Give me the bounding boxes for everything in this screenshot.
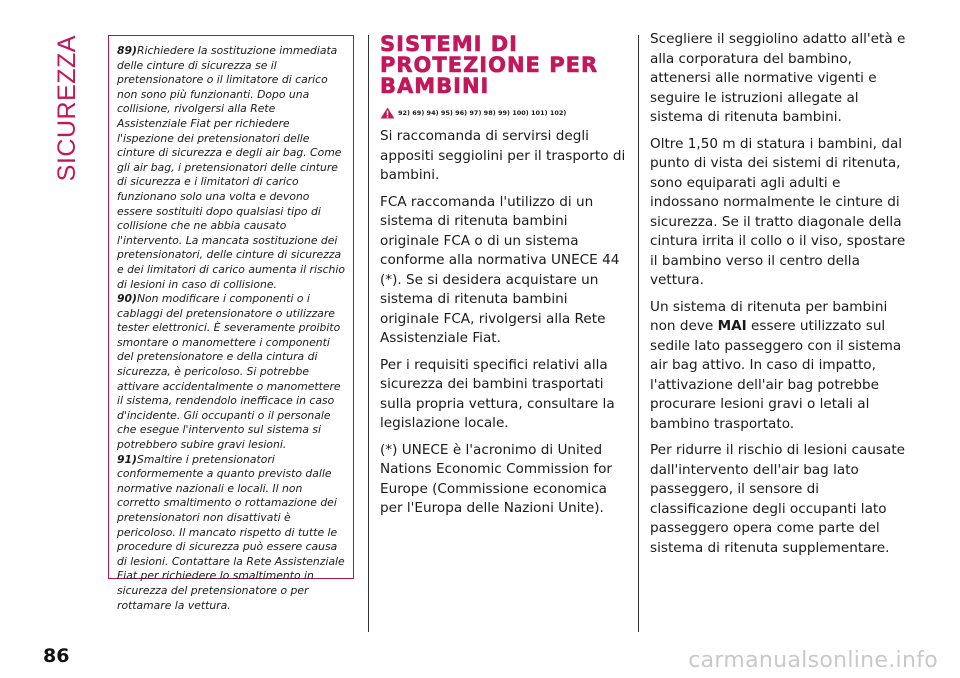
- section-tab: [52, 35, 86, 182]
- watermark: carmanualsonline.info: [688, 648, 938, 673]
- paragraph-text: Un sistema di ritenuta per bambini non deve: [650, 298, 888, 334]
- warning-note-number: 91): [117, 452, 137, 466]
- paragraph-text: essere utilizzato sul sedile lato passeggero con il sistema air bag attivo. In caso di impatto, l'attivazione dell'air bag potrebbe procurare lesioni gravi o letali al bambino trasportato.: [650, 318, 902, 432]
- emphasis-text: MAI: [717, 318, 747, 334]
- paragraph: [650, 298, 908, 435]
- warning-note-number: 89): [117, 44, 137, 57]
- paragraph: (*) UNECE è l'acronimo di United Nations Economic Commission for Europe (Commissione economica per l'Europa delle Nazioni Unite).: [380, 441, 613, 516]
- paragraph: Per ridurre il rischio di lesioni causate dall'intervento dell'air bag lato passeggero, il sensore di classificazione degli occupanti lato passeggero opera come parte del sistema di ritenuta supplementare.: [650, 442, 906, 556]
- warning-references: [380, 107, 626, 119]
- paragraph: Per i requisiti specifici relativi alla sicurezza dei bambini trasportati sulla propria vettura, consultare la legislazione locale.: [380, 356, 615, 431]
- warning-note-text: Non modificare i componenti o i cablaggi del pretensionatore o utilizzare tester elettronici. È severamente proibito smontare o manomettere i componenti del pretensionatore e della cintura di sicurezza, è pericoloso. Si potrebbe attivare accidentalmente o manomettere il sistema, rendendolo inefficace in caso d'incidente. Gli occupanti o il personale che esegue l'intervento sul sistema si potrebbero subire gravi lesioni.: [117, 292, 341, 452]
- warning-notes-box: [108, 35, 354, 612]
- section-tab-label: SICUREZZA: [53, 35, 81, 182]
- column-divider: [638, 35, 639, 632]
- warning-note: [117, 453, 345, 614]
- main-column: [380, 34, 626, 526]
- paragraph: Scegliere il seggiolino adatto all'età e alla corporatura del bambino, attenersi alle normative vigenti e seguire le istruzioni allegate al sistema di ritenuta bambini.: [650, 31, 906, 125]
- paragraph: Oltre 1,50 m di statura i bambini, dal punto di vista dei sistemi di ritenuta, sono equiparati agli adulti e indossano normalmente le cinture di sicurezza. Se il tratto diagonale della cintura irrita il collo o il viso, spostare il bambino verso il centro della vettura.: [650, 135, 906, 288]
- right-column: [650, 30, 908, 565]
- reference-numbers: 92) 69) 94) 95) 96) 97) 98) 99) 100) 101) 102): [398, 109, 567, 117]
- warning-triangle-icon: [380, 107, 395, 119]
- paragraph: Si raccomanda di servirsi degli appositi seggiolini per il trasporto di bambini.: [380, 128, 626, 183]
- page-number: 86: [43, 645, 70, 667]
- warning-note-text: Richiedere la sostituzione immediata delle cinture di sicurezza se il pretensionatore o il limitatore di carico non sono più funzionanti. Dopo una collisione, rivolgersi alla Rete Assistenziale Fiat per richiedere l'ispezione dei pretensionatori delle cinture di sicurezza e degli air bag. Come gli air bag, i pretensionatori delle cinture di sicurezza e i limitatori di carico funzionano solo una volta e devono essere sostituiti dopo qualsiasi tipo di collisione che ne abbia causato l'intervento. La mancata sostituzione dei pretensionatori, delle cinture di sicurezza e dei limitatori di carico aumenta il rischio di lesioni in caso di collisione.: [117, 44, 345, 291]
- paragraph: FCA raccomanda l'utilizzo di un sistema di ritenuta bambini originale FCA o di un sistema conforme alla normativa UNECE 44 (*). Se si desidera acquistare un sistema di ritenuta bambini originale FCA, rivolgersi alla Rete Assistenziale Fiat.: [380, 193, 620, 346]
- warning-note: [117, 44, 345, 292]
- section-title: SISTEMI DI PROTEZIONE PER BAMBINI: [380, 32, 599, 98]
- column-divider: [368, 35, 369, 632]
- warning-note-text: Smaltire i pretensionatori conformemente a quanto previsto dalle normative nazionali e locali. Il non corretto smaltimento o rottamazione dei pretensionatori non disattivati è pericoloso. Il mancato rispetto di tutte le procedure di sicurezza può essere causa di lesioni. Contattare la Rete Assistenziale Fiat per richiedere lo smaltimento in sicurezza del pretensionatore o per rottamare la vettura.: [117, 452, 345, 612]
- warning-note-number: 90): [117, 292, 137, 306]
- warning-note: [117, 292, 345, 453]
